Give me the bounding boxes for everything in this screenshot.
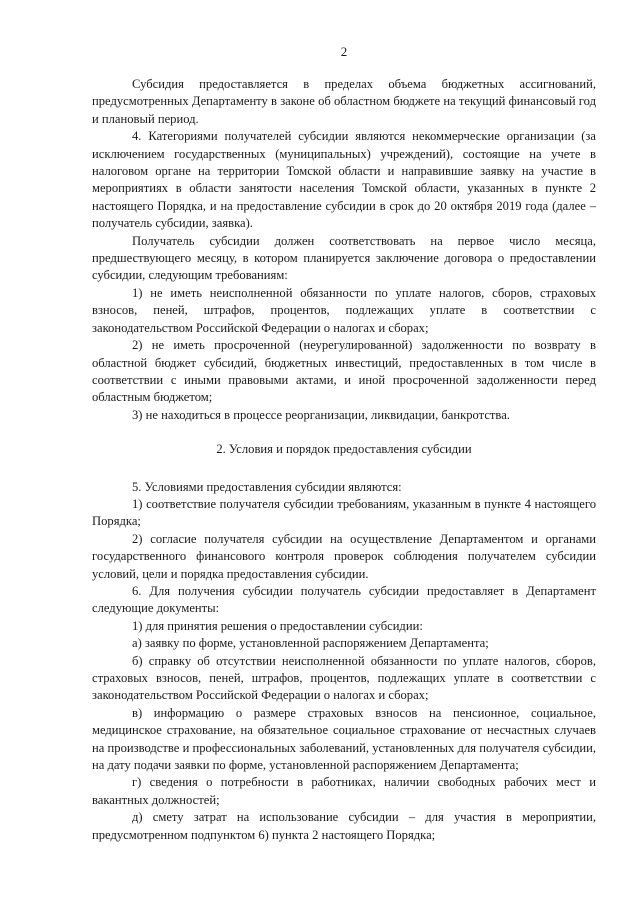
- paragraph-document-g: г) сведения о потребности в работниках, наличии свободных рабочих мест и вакантных должностей;: [92, 775, 596, 807]
- section-heading: 2. Условия и порядок предоставления субсидии: [216, 442, 472, 457]
- paragraph-condition-1: 1) соответствие получателя субсидии требованиям, указанным в пункте 4 настоящего Порядка;: [92, 496, 596, 529]
- paragraph-document-a: а) заявку по форме, установленной распоряжением Департамента;: [132, 636, 489, 651]
- page-number: 2: [340, 44, 348, 59]
- paragraph-documents-intro: 6. Для получения субсидии получатель субсидии предоставляет в Департамент следующие документы:: [92, 583, 596, 616]
- paragraph-subsidy-limits: Субсидия предоставляется в пределах объема бюджетных ассигнований, предусмотренных Департаменту в законе об областном бюджете на текущий финансовый год и плановый период.: [92, 77, 596, 126]
- paragraph-documents-decision: 1) для принятия решения о предоставлении субсидии:: [132, 618, 423, 633]
- paragraph-document-d: д) смету затрат на использование субсидии – для участия в мероприятии, предусмотренном подпунктом 6) пункта 2 настоящего Порядка;: [92, 810, 596, 842]
- paragraph-conditions-intro: 5. Условиями предоставления субсидии являются:: [132, 479, 402, 494]
- paragraph-document-v: в) информацию о размере страховых взносов на пенсионное, социальное, медицинское страхование, на обязательное социальное страхование от несчастных случаев на производстве и профессиональных заболеваний, установленных для получателя субсидии, на дату подачи заявки по форме, установленной распоряжением Департамента;: [92, 705, 596, 773]
- paragraph-condition-2: 2) согласие получателя субсидии на осуществление Департаментом и органами государственного финансового контроля проверок соблюдения получателем субсидии условий, цели и порядка предоставления субсидии.: [92, 531, 596, 581]
- paragraph-document-b: б) справку об отсутствии неисполненной обязанности по уплате налогов, сборов, страховых взносов, пеней, штрафов, процентов, подлежащих уплате в соответствии с законодательством Российской Федерации о налогах и сборах;: [92, 653, 596, 703]
- paragraph-requirement-3: 3) не находиться в процессе реорганизации, ликвидации, банкротства.: [132, 407, 510, 422]
- paragraph-requirement-2: 2) не иметь просроченной (неурегулированной) задолженности по возврату в областной бюджет субсидий, бюджетных инвестиций, предоставленных в том числе в соответствии с иными правовыми актами, и иной просроченной задолженности перед областным бюджетом;: [92, 338, 596, 405]
- paragraph-recipient-requirements: Получатель субсидии должен соответствовать на первое число месяца, предшествующего месяцу, в котором планируется заключение договора о предоставлении субсидии, следующим требованиям:: [92, 233, 596, 283]
- paragraph-recipient-categories: 4. Категориями получателей субсидии являются некоммерческие организации (за исключением государственных (муниципальных) учреждений), состоящие на учете в налоговом органе на территории Томской области и направившие заявку на участие в мероприятиях в области занятости населения Томской области, указанных в пункте 2 настоящего Порядка, и на предоставление субсидии в срок до 20 октября 2019 года (далее – получатель субсидии, заявка).: [92, 129, 596, 231]
- paragraph-requirement-1: 1) не иметь неисполненной обязанности по уплате налогов, сборов, страховых взносов, пеней, штрафов, процентов, подлежащих уплате в соответствии с законодательством Российской Федерации о налогах и сборах;: [92, 285, 596, 335]
